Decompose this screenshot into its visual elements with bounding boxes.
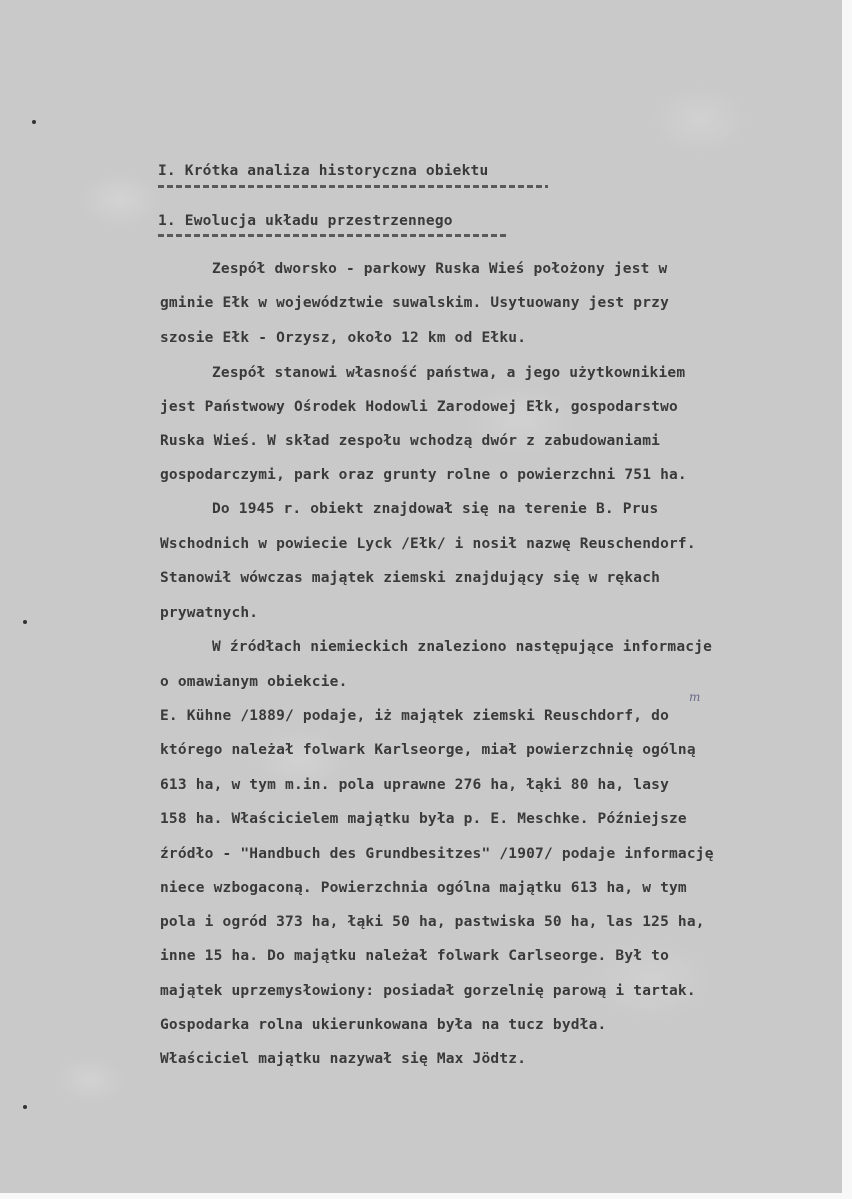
subsection-title: 1. Ewolucja układu przestrzennego <box>158 213 453 229</box>
punch-mark <box>23 1105 27 1109</box>
body-line: W źródłach niemieckich znaleziono następujące informacje <box>212 639 713 655</box>
punch-mark <box>23 620 27 624</box>
body-line: inne 15 ha. Do majątku należał folwark Carlseorge. Był to <box>160 948 669 964</box>
body-line: prywatnych. <box>160 605 259 621</box>
body-line: pola i ogród 373 ha, łąki 50 ha, pastwiska 50 ha, las 125 ha, <box>160 914 705 930</box>
scan-bottom-border <box>0 1193 852 1199</box>
body-line: Ruska Wieś. W skład zespołu wchodzą dwór z zabudowaniami <box>160 433 661 449</box>
scan-right-border <box>842 0 852 1199</box>
body-line: gospodarczymi, park oraz grunty rolne o powierzchni 751 ha. <box>160 467 687 483</box>
body-line: niece wzbogaconą. Powierzchnia ogólna majątku 613 ha, w tym <box>160 880 687 896</box>
body-line: Zespół stanowi własność państwa, a jego użytkownikiem <box>212 365 686 381</box>
body-line: Właściciel majątku nazywał się Max Jödtz. <box>160 1051 527 1067</box>
body-line: o omawianym obiekcie. <box>160 674 348 690</box>
body-line: którego należał folwark Karlseorge, miał powierzchnię ogólną <box>160 742 696 758</box>
body-line: gminie Ełk w województwie suwalskim. Usytuowany jest przy <box>160 295 669 311</box>
section-title: I. Krótka analiza historyczna obiektu <box>158 163 489 179</box>
handwritten-correction: m <box>689 690 701 704</box>
body-line: 158 ha. Właścicielem majątku była p. E. Meschke. Późniejsze <box>160 811 687 827</box>
section-title-underline <box>158 185 548 188</box>
body-line: 613 ha, w tym m.in. pola uprawne 276 ha, łąki 80 ha, lasy <box>160 777 669 793</box>
body-line: E. Kühne /1889/ podaje, iż majątek ziemski Reuschdorf, do <box>160 708 669 724</box>
body-line: Stanowił wówczas majątek ziemski znajdujący się w rękach <box>160 570 661 586</box>
subsection-title-underline <box>158 234 506 237</box>
body-line: Wschodnich w powiecie Lyck /Ełk/ i nosił nazwę Reuschendorf. <box>160 536 696 552</box>
body-line: szosie Ełk - Orzysz, około 12 km od Ełku. <box>160 330 527 346</box>
body-line: Do 1945 r. obiekt znajdował się na terenie B. Prus <box>212 501 659 517</box>
body-line: źródło - "Handbuch des Grundbesitzes" /1907/ podaje informację <box>160 846 714 862</box>
body-line: majątek uprzemysłowiony: posiadał gorzelnię parową i tartak. <box>160 983 696 999</box>
body-line: Zespół dworsko - parkowy Ruska Wieś położony jest w <box>212 261 668 277</box>
punch-mark <box>32 120 36 124</box>
body-line: Gospodarka rolna ukierunkowana była na tucz bydła. <box>160 1017 607 1033</box>
body-line: jest Państwowy Ośrodek Hodowli Zarodowej Ełk, gospodarstwo <box>160 399 678 415</box>
